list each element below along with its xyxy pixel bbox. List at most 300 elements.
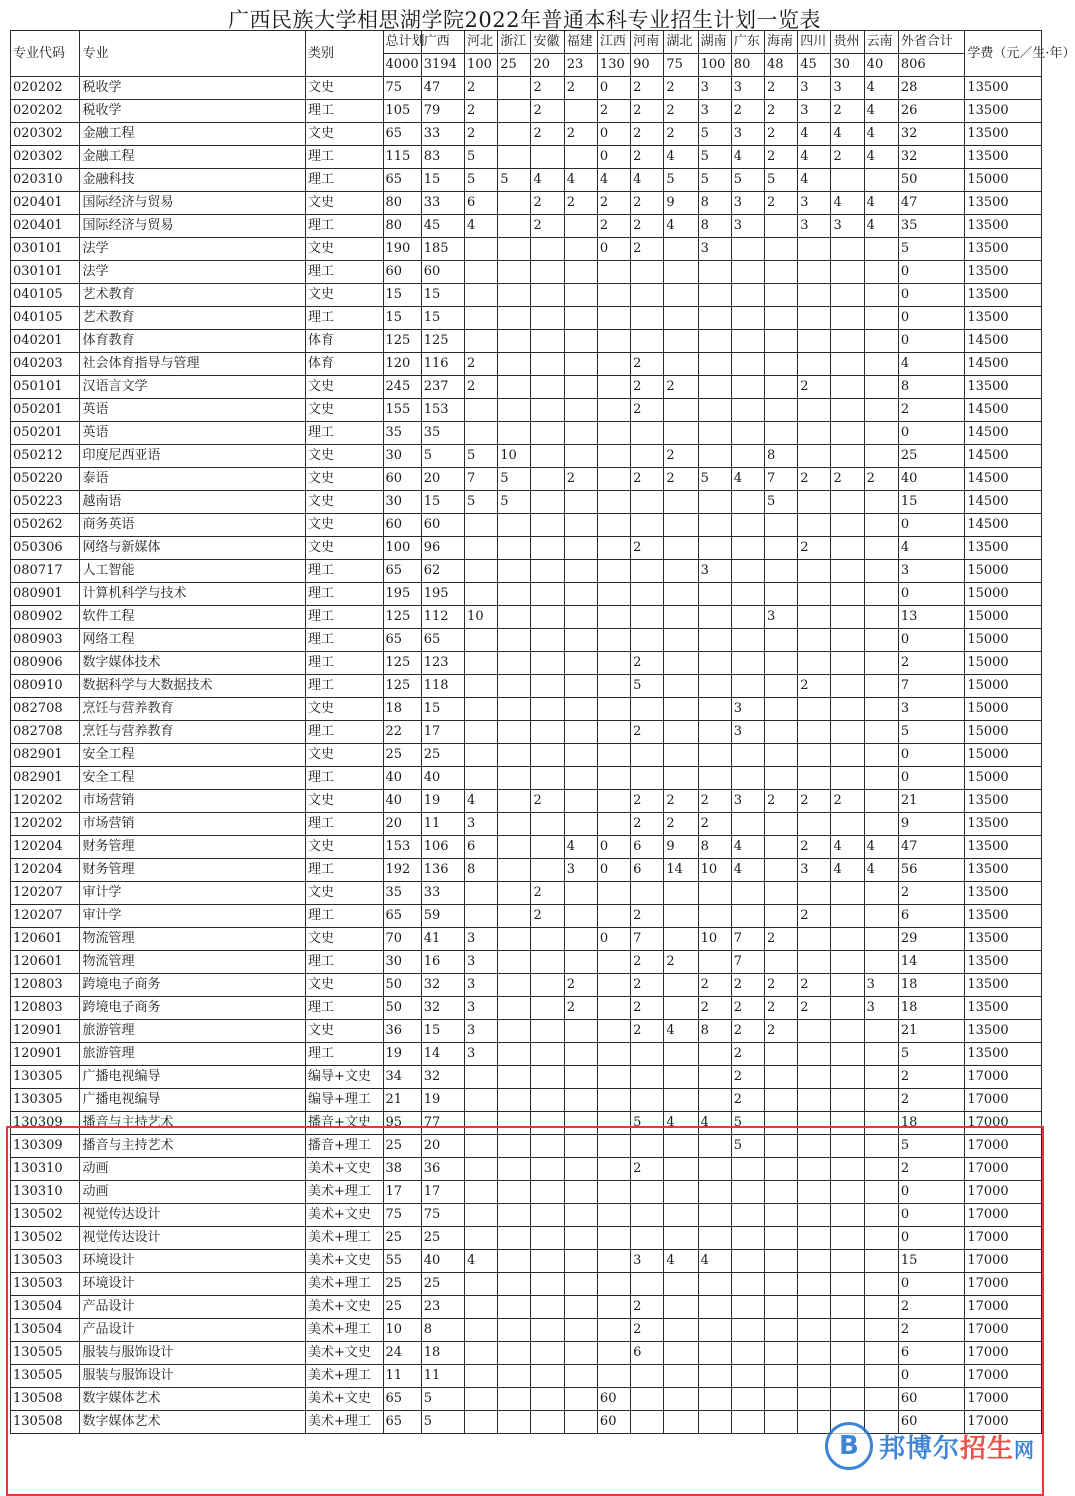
table-cell: 100 bbox=[383, 537, 421, 560]
table-cell bbox=[864, 1365, 898, 1388]
table-cell: 120207 bbox=[11, 882, 80, 905]
table-row bbox=[11, 859, 1042, 882]
table-cell bbox=[465, 1342, 498, 1365]
table-cell: 40 bbox=[383, 790, 421, 813]
table-cell: 理工 bbox=[306, 307, 384, 330]
table-row bbox=[11, 652, 1042, 675]
table-cell: 17000 bbox=[965, 1066, 1042, 1089]
table-cell bbox=[831, 1181, 864, 1204]
table-cell: 47 bbox=[898, 192, 964, 215]
table-cell: 文史 bbox=[306, 123, 384, 146]
table-cell: 25 bbox=[383, 1227, 421, 1250]
table-cell: 0 bbox=[898, 583, 964, 606]
table-cell: 25 bbox=[383, 1135, 421, 1158]
table-cell: 13 bbox=[898, 606, 964, 629]
table-cell: 23 bbox=[421, 1296, 464, 1319]
table-cell bbox=[531, 836, 564, 859]
table-cell bbox=[664, 629, 698, 652]
table-cell: 英语 bbox=[80, 422, 306, 445]
table-cell bbox=[765, 1250, 798, 1273]
table-cell: 2 bbox=[898, 882, 964, 905]
table-cell bbox=[798, 698, 831, 721]
table-cell: 2 bbox=[765, 974, 798, 997]
table-row bbox=[11, 1043, 1042, 1066]
table-cell: 0 bbox=[898, 261, 964, 284]
table-cell bbox=[864, 537, 898, 560]
table-cell: 2 bbox=[831, 146, 864, 169]
table-cell: 艺术教育 bbox=[80, 284, 306, 307]
table-cell: 财务管理 bbox=[80, 836, 306, 859]
table-cell: 视觉传达设计 bbox=[80, 1204, 306, 1227]
table-cell bbox=[531, 675, 564, 698]
table-row bbox=[11, 997, 1042, 1020]
table-cell: 13500 bbox=[965, 813, 1042, 836]
table-cell: 艺术教育 bbox=[80, 307, 306, 330]
table-cell bbox=[631, 330, 664, 353]
table-cell bbox=[864, 1158, 898, 1181]
table-cell bbox=[664, 928, 698, 951]
table-cell bbox=[664, 353, 698, 376]
table-cell: 20 bbox=[421, 1135, 464, 1158]
table-cell bbox=[864, 813, 898, 836]
table-cell bbox=[731, 238, 764, 261]
table-cell bbox=[531, 238, 564, 261]
table-row bbox=[11, 1112, 1042, 1135]
table-cell: 4 bbox=[731, 836, 764, 859]
table-cell bbox=[864, 606, 898, 629]
table-cell: 广播电视编导 bbox=[80, 1066, 306, 1089]
table-row bbox=[11, 675, 1042, 698]
table-cell: 45 bbox=[421, 215, 464, 238]
table-cell: 65 bbox=[383, 905, 421, 928]
table-cell bbox=[765, 813, 798, 836]
table-cell: 15000 bbox=[965, 675, 1042, 698]
table-cell: 26 bbox=[898, 100, 964, 123]
table-cell: 2 bbox=[631, 537, 664, 560]
table-cell: 020202 bbox=[11, 100, 80, 123]
table-row bbox=[11, 353, 1042, 376]
table-cell bbox=[564, 1135, 597, 1158]
table-cell bbox=[798, 330, 831, 353]
table-cell: 153 bbox=[383, 836, 421, 859]
table-cell: 34 bbox=[383, 1066, 421, 1089]
table-cell: 9 bbox=[898, 813, 964, 836]
table-cell: 9 bbox=[664, 192, 698, 215]
table-cell bbox=[631, 1227, 664, 1250]
table-cell: 115 bbox=[383, 146, 421, 169]
table-row bbox=[11, 376, 1042, 399]
table-cell bbox=[498, 629, 531, 652]
table-cell bbox=[664, 1043, 698, 1066]
table-cell bbox=[798, 1020, 831, 1043]
table-cell bbox=[731, 491, 764, 514]
table-cell bbox=[731, 514, 764, 537]
table-cell: 040105 bbox=[11, 284, 80, 307]
table-cell: 17000 bbox=[965, 1273, 1042, 1296]
table-row bbox=[11, 146, 1042, 169]
table-cell: 4 bbox=[831, 123, 864, 146]
table-cell: 2 bbox=[798, 537, 831, 560]
table-cell bbox=[698, 353, 731, 376]
table-cell: 14 bbox=[664, 859, 698, 882]
table-cell bbox=[698, 951, 731, 974]
table-cell: 13500 bbox=[965, 537, 1042, 560]
table-cell: 理工 bbox=[306, 261, 384, 284]
table-cell: 0 bbox=[898, 307, 964, 330]
table-cell: 32 bbox=[898, 123, 964, 146]
table-cell: 25 bbox=[383, 1296, 421, 1319]
table-cell bbox=[498, 353, 531, 376]
table-cell bbox=[698, 721, 731, 744]
table-cell: 30 bbox=[383, 951, 421, 974]
table-cell: 13500 bbox=[965, 1043, 1042, 1066]
table-cell bbox=[631, 491, 664, 514]
table-cell bbox=[798, 1181, 831, 1204]
table-cell: 金融工程 bbox=[80, 146, 306, 169]
table-cell: 030101 bbox=[11, 238, 80, 261]
table-cell: 15000 bbox=[965, 583, 1042, 606]
table-cell bbox=[798, 928, 831, 951]
table-cell bbox=[698, 491, 731, 514]
table-cell: 13500 bbox=[965, 790, 1042, 813]
table-cell bbox=[564, 698, 597, 721]
table-cell bbox=[765, 1227, 798, 1250]
table-cell bbox=[698, 514, 731, 537]
table-cell: 4 bbox=[531, 169, 564, 192]
table-cell bbox=[864, 1388, 898, 1411]
table-cell bbox=[498, 583, 531, 606]
table-cell: 2 bbox=[664, 100, 698, 123]
table-cell bbox=[631, 514, 664, 537]
table-cell: 4 bbox=[731, 468, 764, 491]
table-cell bbox=[498, 192, 531, 215]
table-row bbox=[11, 1296, 1042, 1319]
table-cell bbox=[765, 583, 798, 606]
table-cell: 59 bbox=[421, 905, 464, 928]
table-cell bbox=[531, 652, 564, 675]
table-cell: 5 bbox=[465, 491, 498, 514]
table-cell: 80 bbox=[383, 192, 421, 215]
table-cell: 7 bbox=[765, 468, 798, 491]
table-cell bbox=[564, 560, 597, 583]
table-cell: 6 bbox=[631, 836, 664, 859]
table-cell bbox=[765, 1089, 798, 1112]
table-cell: 96 bbox=[421, 537, 464, 560]
table-cell: 13500 bbox=[965, 307, 1042, 330]
table-cell: 13500 bbox=[965, 859, 1042, 882]
table-cell bbox=[498, 767, 531, 790]
table-cell: 6 bbox=[898, 905, 964, 928]
table-cell bbox=[864, 1181, 898, 1204]
table-cell: 5 bbox=[465, 146, 498, 169]
table-cell bbox=[731, 882, 764, 905]
table-cell bbox=[831, 1020, 864, 1043]
table-cell bbox=[465, 905, 498, 928]
table-cell bbox=[498, 1388, 531, 1411]
table-cell bbox=[631, 445, 664, 468]
table-cell: 17000 bbox=[965, 1296, 1042, 1319]
table-cell: 3 bbox=[698, 238, 731, 261]
table-cell bbox=[798, 882, 831, 905]
table-cell: 文史 bbox=[306, 468, 384, 491]
table-cell: 4 bbox=[664, 146, 698, 169]
table-cell: 服装与服饰设计 bbox=[80, 1342, 306, 1365]
table-cell bbox=[731, 1273, 764, 1296]
table-cell bbox=[664, 1181, 698, 1204]
table-cell bbox=[731, 1181, 764, 1204]
table-cell: 文史 bbox=[306, 77, 384, 100]
table-cell: 烹饪与营养教育 bbox=[80, 698, 306, 721]
table-cell bbox=[531, 560, 564, 583]
table-cell bbox=[597, 1227, 630, 1250]
table-cell bbox=[597, 997, 630, 1020]
table-cell bbox=[698, 330, 731, 353]
table-cell bbox=[864, 1342, 898, 1365]
table-cell bbox=[465, 698, 498, 721]
table-cell: 4 bbox=[898, 537, 964, 560]
table-cell bbox=[564, 790, 597, 813]
table-cell bbox=[498, 1250, 531, 1273]
table-cell bbox=[498, 1342, 531, 1365]
table-cell bbox=[531, 997, 564, 1020]
table-cell bbox=[631, 1204, 664, 1227]
table-cell: 3 bbox=[564, 859, 597, 882]
table-cell bbox=[531, 514, 564, 537]
table-cell: 32 bbox=[898, 146, 964, 169]
table-cell: 2 bbox=[564, 77, 597, 100]
table-cell: 120803 bbox=[11, 974, 80, 997]
table-cell: 数字媒体艺术 bbox=[80, 1411, 306, 1434]
table-row bbox=[11, 882, 1042, 905]
table-cell bbox=[831, 307, 864, 330]
table-cell: 3 bbox=[731, 192, 764, 215]
table-row bbox=[11, 514, 1042, 537]
table-cell: 36 bbox=[421, 1158, 464, 1181]
table-cell bbox=[864, 767, 898, 790]
table-cell: 4 bbox=[731, 146, 764, 169]
table-row bbox=[11, 1273, 1042, 1296]
table-cell bbox=[631, 698, 664, 721]
table-cell: 245 bbox=[383, 376, 421, 399]
table-cell: 15 bbox=[421, 1020, 464, 1043]
table-cell: 0 bbox=[898, 514, 964, 537]
table-cell bbox=[831, 284, 864, 307]
table-cell bbox=[597, 537, 630, 560]
table-cell: 理工 bbox=[306, 859, 384, 882]
table-cell: 理工 bbox=[306, 767, 384, 790]
table-cell: 6 bbox=[898, 1342, 964, 1365]
table-cell bbox=[831, 1089, 864, 1112]
table-cell bbox=[765, 836, 798, 859]
table-cell bbox=[531, 721, 564, 744]
table-cell bbox=[765, 514, 798, 537]
table-cell: 美术+文史 bbox=[306, 1204, 384, 1227]
table-cell: 软件工程 bbox=[80, 606, 306, 629]
table-cell: 2 bbox=[664, 790, 698, 813]
table-cell bbox=[498, 606, 531, 629]
table-cell: 数字媒体艺术 bbox=[80, 1388, 306, 1411]
header-sum: 100 bbox=[698, 54, 731, 77]
table-cell: 5 bbox=[898, 238, 964, 261]
table-cell bbox=[831, 1250, 864, 1273]
table-cell: 2 bbox=[798, 675, 831, 698]
table-cell bbox=[597, 376, 630, 399]
table-cell: 美术+文史 bbox=[306, 1158, 384, 1181]
table-cell: 3 bbox=[864, 974, 898, 997]
table-cell: 65 bbox=[383, 629, 421, 652]
table-cell bbox=[798, 1066, 831, 1089]
table-cell: 13500 bbox=[965, 77, 1042, 100]
table-cell bbox=[798, 652, 831, 675]
table-cell: 22 bbox=[383, 721, 421, 744]
table-cell bbox=[798, 1204, 831, 1227]
table-cell: 4 bbox=[831, 859, 864, 882]
table-cell: 47 bbox=[421, 77, 464, 100]
table-cell bbox=[864, 698, 898, 721]
table-cell: 2 bbox=[531, 77, 564, 100]
table-cell: 5 bbox=[498, 468, 531, 491]
table-cell: 3 bbox=[731, 721, 764, 744]
table-cell: 13500 bbox=[965, 951, 1042, 974]
table-cell: 2 bbox=[731, 100, 764, 123]
table-cell: 2 bbox=[898, 1089, 964, 1112]
table-cell bbox=[798, 1273, 831, 1296]
table-cell: 0 bbox=[898, 422, 964, 445]
table-cell: 2 bbox=[531, 192, 564, 215]
table-cell: 60 bbox=[898, 1388, 964, 1411]
table-cell: 4 bbox=[664, 1250, 698, 1273]
table-cell bbox=[531, 353, 564, 376]
table-cell bbox=[465, 1158, 498, 1181]
table-cell bbox=[498, 1158, 531, 1181]
table-cell: 2 bbox=[798, 790, 831, 813]
table-cell: 0 bbox=[597, 836, 630, 859]
table-cell bbox=[765, 261, 798, 284]
table-cell: 3 bbox=[864, 997, 898, 1020]
table-cell: 2 bbox=[631, 1158, 664, 1181]
table-cell: 金融工程 bbox=[80, 123, 306, 146]
table-cell bbox=[498, 560, 531, 583]
table-cell bbox=[831, 583, 864, 606]
table-cell: 5 bbox=[498, 491, 531, 514]
table-cell bbox=[498, 1204, 531, 1227]
table-cell: 120601 bbox=[11, 951, 80, 974]
table-cell: 5 bbox=[731, 169, 764, 192]
table-cell bbox=[564, 238, 597, 261]
table-cell: 2 bbox=[631, 468, 664, 491]
table-cell: 2 bbox=[664, 445, 698, 468]
table-cell: 2 bbox=[864, 468, 898, 491]
table-cell bbox=[698, 1319, 731, 1342]
table-cell: 国际经济与贸易 bbox=[80, 215, 306, 238]
table-cell bbox=[765, 1411, 798, 1434]
table-row bbox=[11, 422, 1042, 445]
table-cell bbox=[831, 813, 864, 836]
table-cell: 税收学 bbox=[80, 77, 306, 100]
table-cell bbox=[631, 422, 664, 445]
table-row bbox=[11, 1158, 1042, 1181]
table-cell: 2 bbox=[765, 928, 798, 951]
table-row bbox=[11, 928, 1042, 951]
table-cell bbox=[465, 675, 498, 698]
table-cell: 3 bbox=[465, 974, 498, 997]
table-cell bbox=[597, 813, 630, 836]
table-row bbox=[11, 215, 1042, 238]
table-cell: 服装与服饰设计 bbox=[80, 1365, 306, 1388]
table-cell: 40 bbox=[421, 1250, 464, 1273]
table-cell: 13500 bbox=[965, 215, 1042, 238]
table-cell bbox=[698, 1089, 731, 1112]
table-cell: 2 bbox=[564, 468, 597, 491]
table-cell bbox=[631, 1066, 664, 1089]
table-cell: 130503 bbox=[11, 1273, 80, 1296]
table-cell: 40 bbox=[421, 767, 464, 790]
table-cell: 080910 bbox=[11, 675, 80, 698]
table-cell bbox=[765, 284, 798, 307]
table-cell bbox=[798, 951, 831, 974]
table-cell: 网络与新媒体 bbox=[80, 537, 306, 560]
table-cell: 17000 bbox=[965, 1411, 1042, 1434]
table-cell: 13500 bbox=[965, 238, 1042, 261]
table-cell bbox=[864, 675, 898, 698]
table-cell: 0 bbox=[898, 629, 964, 652]
table-cell: 16 bbox=[421, 951, 464, 974]
table-cell: 英语 bbox=[80, 399, 306, 422]
table-cell: 040203 bbox=[11, 353, 80, 376]
table-cell bbox=[698, 1135, 731, 1158]
table-cell: 2 bbox=[664, 813, 698, 836]
table-cell bbox=[597, 1089, 630, 1112]
table-cell bbox=[631, 1273, 664, 1296]
table-cell bbox=[798, 629, 831, 652]
table-cell bbox=[564, 422, 597, 445]
table-cell bbox=[498, 422, 531, 445]
table-cell bbox=[465, 767, 498, 790]
table-cell: 2 bbox=[564, 123, 597, 146]
table-cell bbox=[798, 284, 831, 307]
table-cell bbox=[465, 1066, 498, 1089]
table-cell bbox=[597, 1296, 630, 1319]
table-cell: 播音+理工 bbox=[306, 1135, 384, 1158]
table-cell bbox=[498, 721, 531, 744]
table-cell bbox=[698, 744, 731, 767]
table-cell bbox=[765, 1388, 798, 1411]
table-cell: 32 bbox=[421, 1066, 464, 1089]
table-cell bbox=[798, 767, 831, 790]
table-cell: 60 bbox=[597, 1388, 630, 1411]
table-cell: 15 bbox=[421, 284, 464, 307]
table-cell: 55 bbox=[383, 1250, 421, 1273]
table-cell bbox=[498, 100, 531, 123]
table-cell: 审计学 bbox=[80, 905, 306, 928]
table-cell bbox=[564, 882, 597, 905]
table-cell bbox=[564, 1319, 597, 1342]
table-cell: 17000 bbox=[965, 1181, 1042, 1204]
table-cell bbox=[798, 1089, 831, 1112]
table-cell: 130305 bbox=[11, 1089, 80, 1112]
table-cell: 美术+理工 bbox=[306, 1273, 384, 1296]
table-cell bbox=[698, 606, 731, 629]
table-cell bbox=[664, 606, 698, 629]
table-cell bbox=[597, 514, 630, 537]
table-cell: 18 bbox=[421, 1342, 464, 1365]
table-cell: 130310 bbox=[11, 1181, 80, 1204]
table-cell bbox=[765, 1204, 798, 1227]
table-cell: 编导+文史 bbox=[306, 1066, 384, 1089]
table-cell bbox=[465, 1112, 498, 1135]
table-cell bbox=[664, 744, 698, 767]
table-cell bbox=[498, 974, 531, 997]
